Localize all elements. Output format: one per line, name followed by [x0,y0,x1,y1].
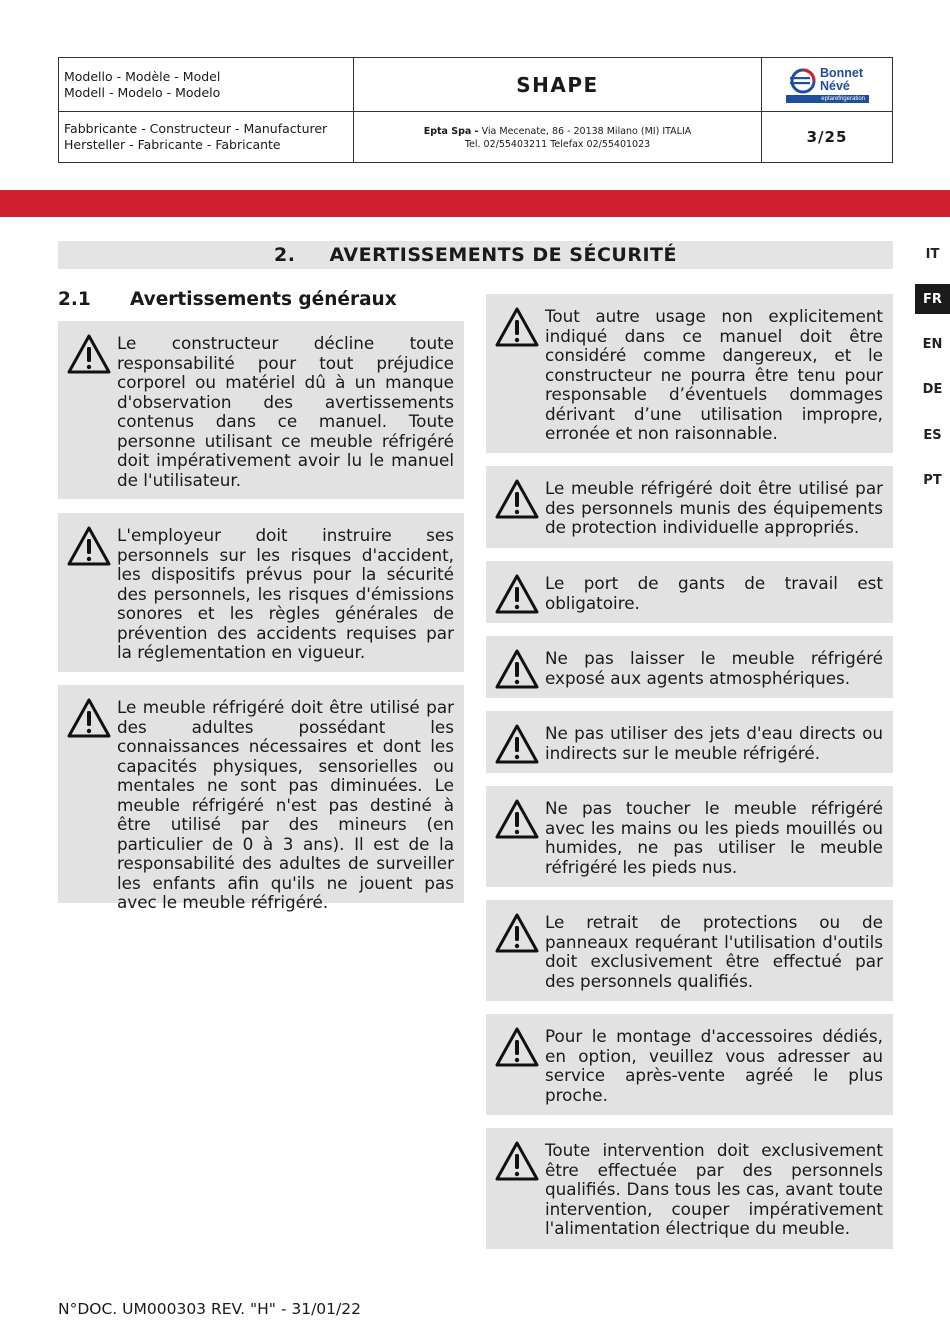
warning-box [486,466,893,548]
warning-box [486,1128,893,1249]
subsection-title: Avertissements généraux [130,289,397,310]
warning-box [486,786,893,887]
logo-brand-text: Bonnet Névé [820,66,864,93]
warning-triangle-icon [495,649,539,689]
logo-tagline: eptarefrigeration [786,95,869,103]
warning-box [58,685,464,912]
warning-triangle-icon [495,724,539,764]
warning-triangle-icon [67,526,111,566]
bonnet-neve-logo [784,67,874,105]
warning-box [486,561,893,623]
document-reference: N°DOC. UM000303 REV. "H" - 31/01/22 [58,1300,361,1318]
warning-triangle-icon [495,574,539,614]
language-tab-de[interactable]: DE [915,374,950,404]
red-accent-band [0,190,950,217]
warning-box [486,1014,893,1115]
company-address: Via Mecenate, 86 - 20138 Milano (MI) ITALIA [481,126,692,137]
company-name: Epta Spa - [423,126,479,137]
manufacturer-label-cell [59,112,354,163]
logo-symbol-icon [786,67,820,95]
language-tab-pt[interactable]: PT [915,465,950,495]
warning-triangle-icon [495,799,539,839]
warning-triangle-icon [495,1027,539,1067]
page-number: 3/25 [762,112,893,163]
warning-triangle-icon [495,479,539,519]
warning-triangle-icon [495,913,539,953]
section-number: 2. [274,244,296,266]
language-tab-fr[interactable]: FR [915,284,950,314]
warning-text: Ne pas utiliser des jets d'eau directs ou indirects sur le meuble réfrigéré. [545,723,883,763]
warning-text: Pour le montage d'accessoires dédiés, en option, veuillez vous adresser au service après-vente agréé le plus proche. [545,1026,883,1105]
manufacturer-label-line-2: Hersteller - Fabricante - Fabricante [64,137,281,152]
section-title [58,241,893,269]
subsection-heading [58,289,397,310]
model-label-line-1: Modello - Modèle - Model [64,69,221,84]
warning-text: Le retrait de protections ou de panneaux requérant l'utilisation d'outils doit exclusivement être effectué par des personnels qualifiés. [545,912,883,991]
warning-text: Le port de gants de travail est obligatoire. [545,573,883,613]
warning-box [58,513,464,672]
language-tab-it[interactable]: IT [915,239,950,269]
document-header-table [58,57,893,163]
language-tab-en[interactable]: EN [915,329,950,359]
warning-text: Ne pas laisser le meuble réfrigéré exposé aux agents atmosphériques. [545,648,883,688]
warning-text: Le meuble réfrigéré doit être utilisé par des personnels munis des équipements de protection individuelle appropriés. [545,478,883,537]
warning-text: Ne pas toucher le meuble réfrigéré avec les mains ou les pieds mouillés ou humides, ne pas utiliser le meuble réfrigéré les pieds nus. [545,798,883,877]
warning-triangle-icon [67,698,111,738]
warning-text: Toute intervention doit exclusivement être effectuée par des personnels qualifiés. Dans tous les cas, avant toute intervention, couper impérativement l'alimentation électrique du meuble. [545,1140,883,1238]
language-tab-es[interactable]: ES [915,420,950,450]
model-label-cell [59,58,354,112]
model-label-line-2: Modell - Modelo - Modelo [64,85,221,100]
manufacturer-label-line-1: Fabbricante - Constructeur - Manufacturer [64,121,328,136]
warning-triangle-icon [67,334,111,374]
warning-text: Tout autre usage non explicitement indiqué dans ce manuel doit être considéré comme dangereux, et le constructeur ne pourra être tenu pour responsable d’éventuels dommages dérivant d’une utilisation impropre, erronée et non raisonnable. [545,306,883,443]
company-phone: Tel. 02/55403211 Telefax 02/55401023 [464,139,651,150]
warning-box [58,321,464,499]
warning-text: Le meuble réfrigéré doit être utilisé par des adultes possédant les connaissances nécessaires et dont les capacités physiques, sensorielles ou mentales ne sont pas diminuées. Le meuble réfrigéré n'est pas destiné à être utilisé par des mineurs (en particulier de 0 à 3 ans). Il est de la responsabilité des adultes de surveiller les enfants afin qu'ils ne jouent pas avec le meuble réfrigéré. [117,697,454,912]
subsection-number: 2.1 [58,289,91,310]
warning-box [486,900,893,1001]
warning-box [486,294,893,453]
warning-text: L'employeur doit instruire ses personnels sur les risques d'accident, les dispositifs prévus pour la sécurité des personnels, les risques d'émissions sonores et les règles générales de prévention des accidents requises par la réglementation en vigueur. [117,525,454,662]
warning-box [486,711,893,773]
product-name: SHAPE [354,58,762,112]
company-info-cell [354,112,762,163]
warning-triangle-icon [495,1141,539,1181]
warning-text: Le constructeur décline toute responsabilité pour tout préjudice corporel ou matériel dû à un manque d'observation des avertissements contenus dans ce manuel. Toute personne utilisant ce meuble réfrigéré doit impérativement avoir lu le manuel de l'utilisateur. [117,333,454,490]
warning-box [486,636,893,698]
section-title-text: AVERTISSEMENTS DE SÉCURITÉ [329,244,677,266]
logo-cell [762,58,893,112]
warning-triangle-icon [495,307,539,347]
company-address-line [354,125,761,138]
